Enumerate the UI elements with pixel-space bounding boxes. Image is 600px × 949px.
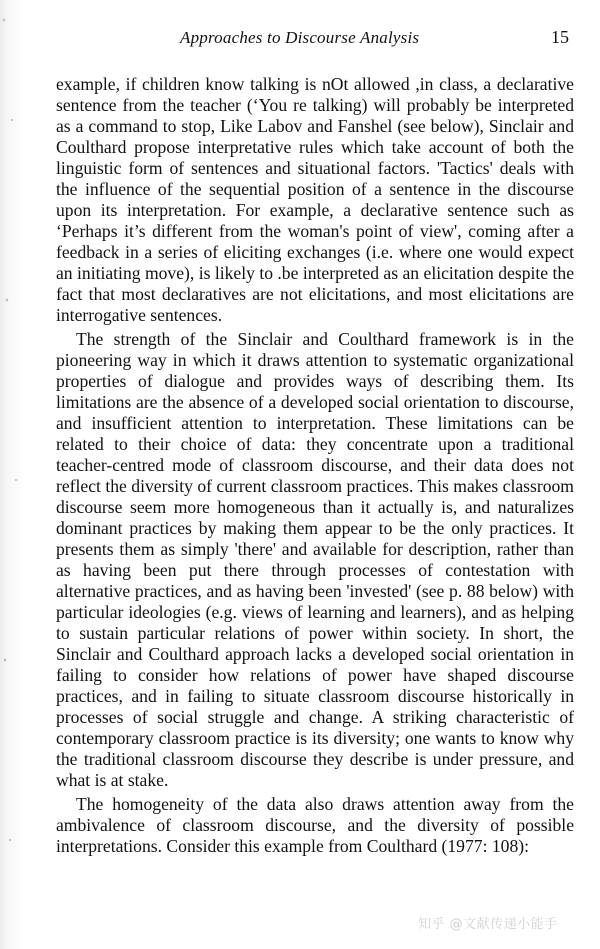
page-header: [0, 28, 600, 50]
body-text: [56, 74, 574, 857]
page-number: 15: [551, 27, 569, 47]
paragraph-1: example, if children know talking is nOt allowed ,in class, a declarative sentence from the teacher (‘You re talking) will probably be interpreted as a command to stop, Like Labov and Fanshel (see below), Sinclair and Coulthard propose interpretative rules which take account of both the linguistic form of sentences and situational factors. 'Tactics' deals with the influence of the sequential position of a sentence in the discourse upon its interpretation. For example, a declarative sentence such as ‘Perhaps it’s different from the woman's point of view', coming after a feedback in a series of eliciting exchanges (i.e. where one would expect an initiating move), is likely to .be interpreted as an elicitation despite the fact that most declaratives are not elicitations, and most elicitations are interrogative sentences.: [56, 74, 574, 325]
scan-edge-noise: [0, 0, 26, 949]
running-title: Approaches to Discourse Analysis: [180, 28, 420, 47]
watermark: 知乎 @文献传递小能手: [418, 917, 558, 932]
paragraph-2: The strength of the Sinclair and Coulthard framework is in the pioneering way in which it draws attention to systematic organizational properties of dialogue and provides ways of describing them. Its limitations are the absence of a developed social orientation to discourse, and insufficient attention to interpretation. These limitations can be related to their choice of data: they concentrate upon a traditional teacher-centred mode of classroom discourse, and their data does not reflect the diversity of current classroom practices. This makes classroom discourse seem more homogeneous than it actually is, and naturalizes dominant practices by making them appear to be the only practices. It presents them as simply 'there' and available for description, rather than as having been put there through processes of contestation with alternative practices, and as having been 'invested' (see p. 88 below) with particular ideologies (e.g. views of learning and learners), and as helping to sustain particular relations of power within society. In short, the Sinclair and Coulthard approach lacks a developed social orientation in failing to consider how relations of power have shaped discourse practices, and in failing to situate classroom discourse historically in processes of social struggle and change. A striking characteristic of contemporary classroom practice is its diversity; one wants to know why the traditional classroom discourse they describe is under pressure, and what is at stake.: [56, 329, 574, 790]
paragraph-3: The homogeneity of the data also draws attention away from the ambivalence of classroom discourse, and the diversity of possible interpretations. Consider this example from Coulthard (1977: 108):: [56, 794, 574, 856]
